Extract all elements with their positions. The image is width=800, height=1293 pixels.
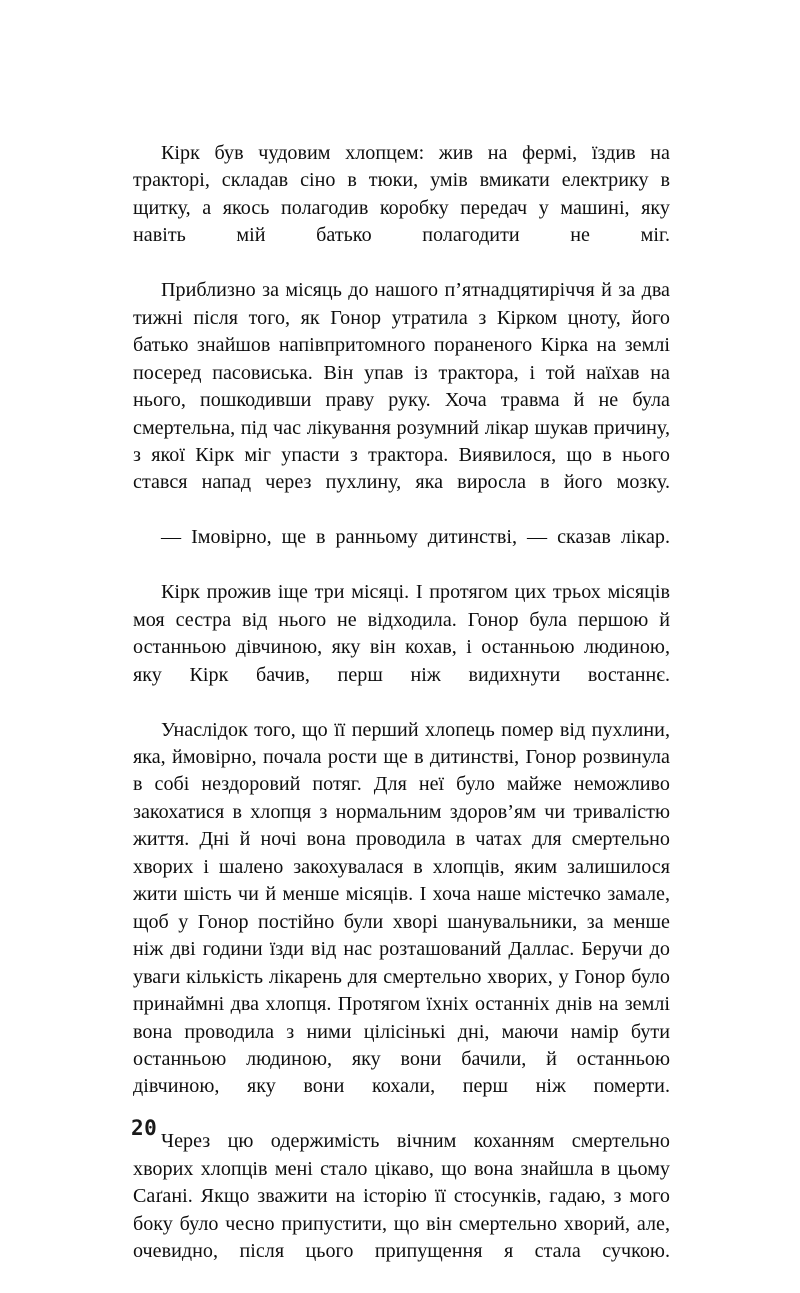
paragraph-6: Через цю одержимість вічним коханням смертельно хворих хлопців мені стало цікаво, що вона знайшла в цьому Саґані. Якщо зважити на історію її стосунків, гадаю, з мого боку було чесно припустити, що він смертельно хворий, але, очевидно, після цього припущення я стала сучкою. (133, 1130, 670, 1263)
page-text-block (133, 140, 670, 1293)
paragraph-5: Унаслідок того, що її перший хлопець помер від пухлини, яка, ймовірно, почала рости ще в дитинстві, Гонор розвинула в собі нездоровий потяг. Для неї було майже неможливо закохатися в хлопця з нормальним здоров’ям чи тривалістю життя. Дні й ночі вона проводила в чатах для смертельно хворих і шалено закохувалася в хлопців, яким залишилося жити шість чи й менше місяців. І хоча наше містечко замале, щоб у Гонор постійно були хворі шанувальники, за менше ніж дві години їзди від нас розташований Даллас. Беручи до уваги кількість лікарень для смертельно хворих, у Гонор було принаймні два хлопця. Протягом їхніх останніх днів на землі вона проводила з ними цілісінькі дні, маючи намір бути останньою людиною, яку вони бачили, й останньою дівчиною, яку вони кохали, перш ніж померти. (133, 718, 670, 1098)
paragraph-4: Кірк прожив іще три місяці. І протягом цих трьох місяців моя сестра від нього не відходила. Гонор була першою й останньою дівчиною, яку він кохав, і останньою людиною, яку Кірк бачив, перш ніж видихнути востаннє. (133, 581, 670, 686)
paragraph-1: Кірк був чудовим хлопцем: жив на фермі, їздив на тракторі, складав сіно в тюки, умів вмикати електрику в щитку, а якось полагодив коробку передач у машині, яку навіть мій батько полагодити не міг. (133, 142, 670, 247)
paragraph-2: Приблизно за місяць до нашого п’ятнадцятиріччя й за два тижні після того, як Гонор утратила з Кірком цноту, його батько знайшов напівпритомного пораненого Кірка на землі посеред пасовиська. Він упав із трактора, і той наїхав на нього, пошкодивши праву руку. Хоча травма й не була смертельна, під час лікування розумний лікар шукав причину, з якої Кірк міг упасти з трактора. Виявилося, що в нього стався напад через пухлину, яка виросла в його мозку. (133, 279, 670, 494)
page-number: 20 (131, 1116, 158, 1140)
paragraph-3-dialogue: — Імовірно, ще в ранньому дитинстві, — сказав лікар. (161, 526, 670, 549)
